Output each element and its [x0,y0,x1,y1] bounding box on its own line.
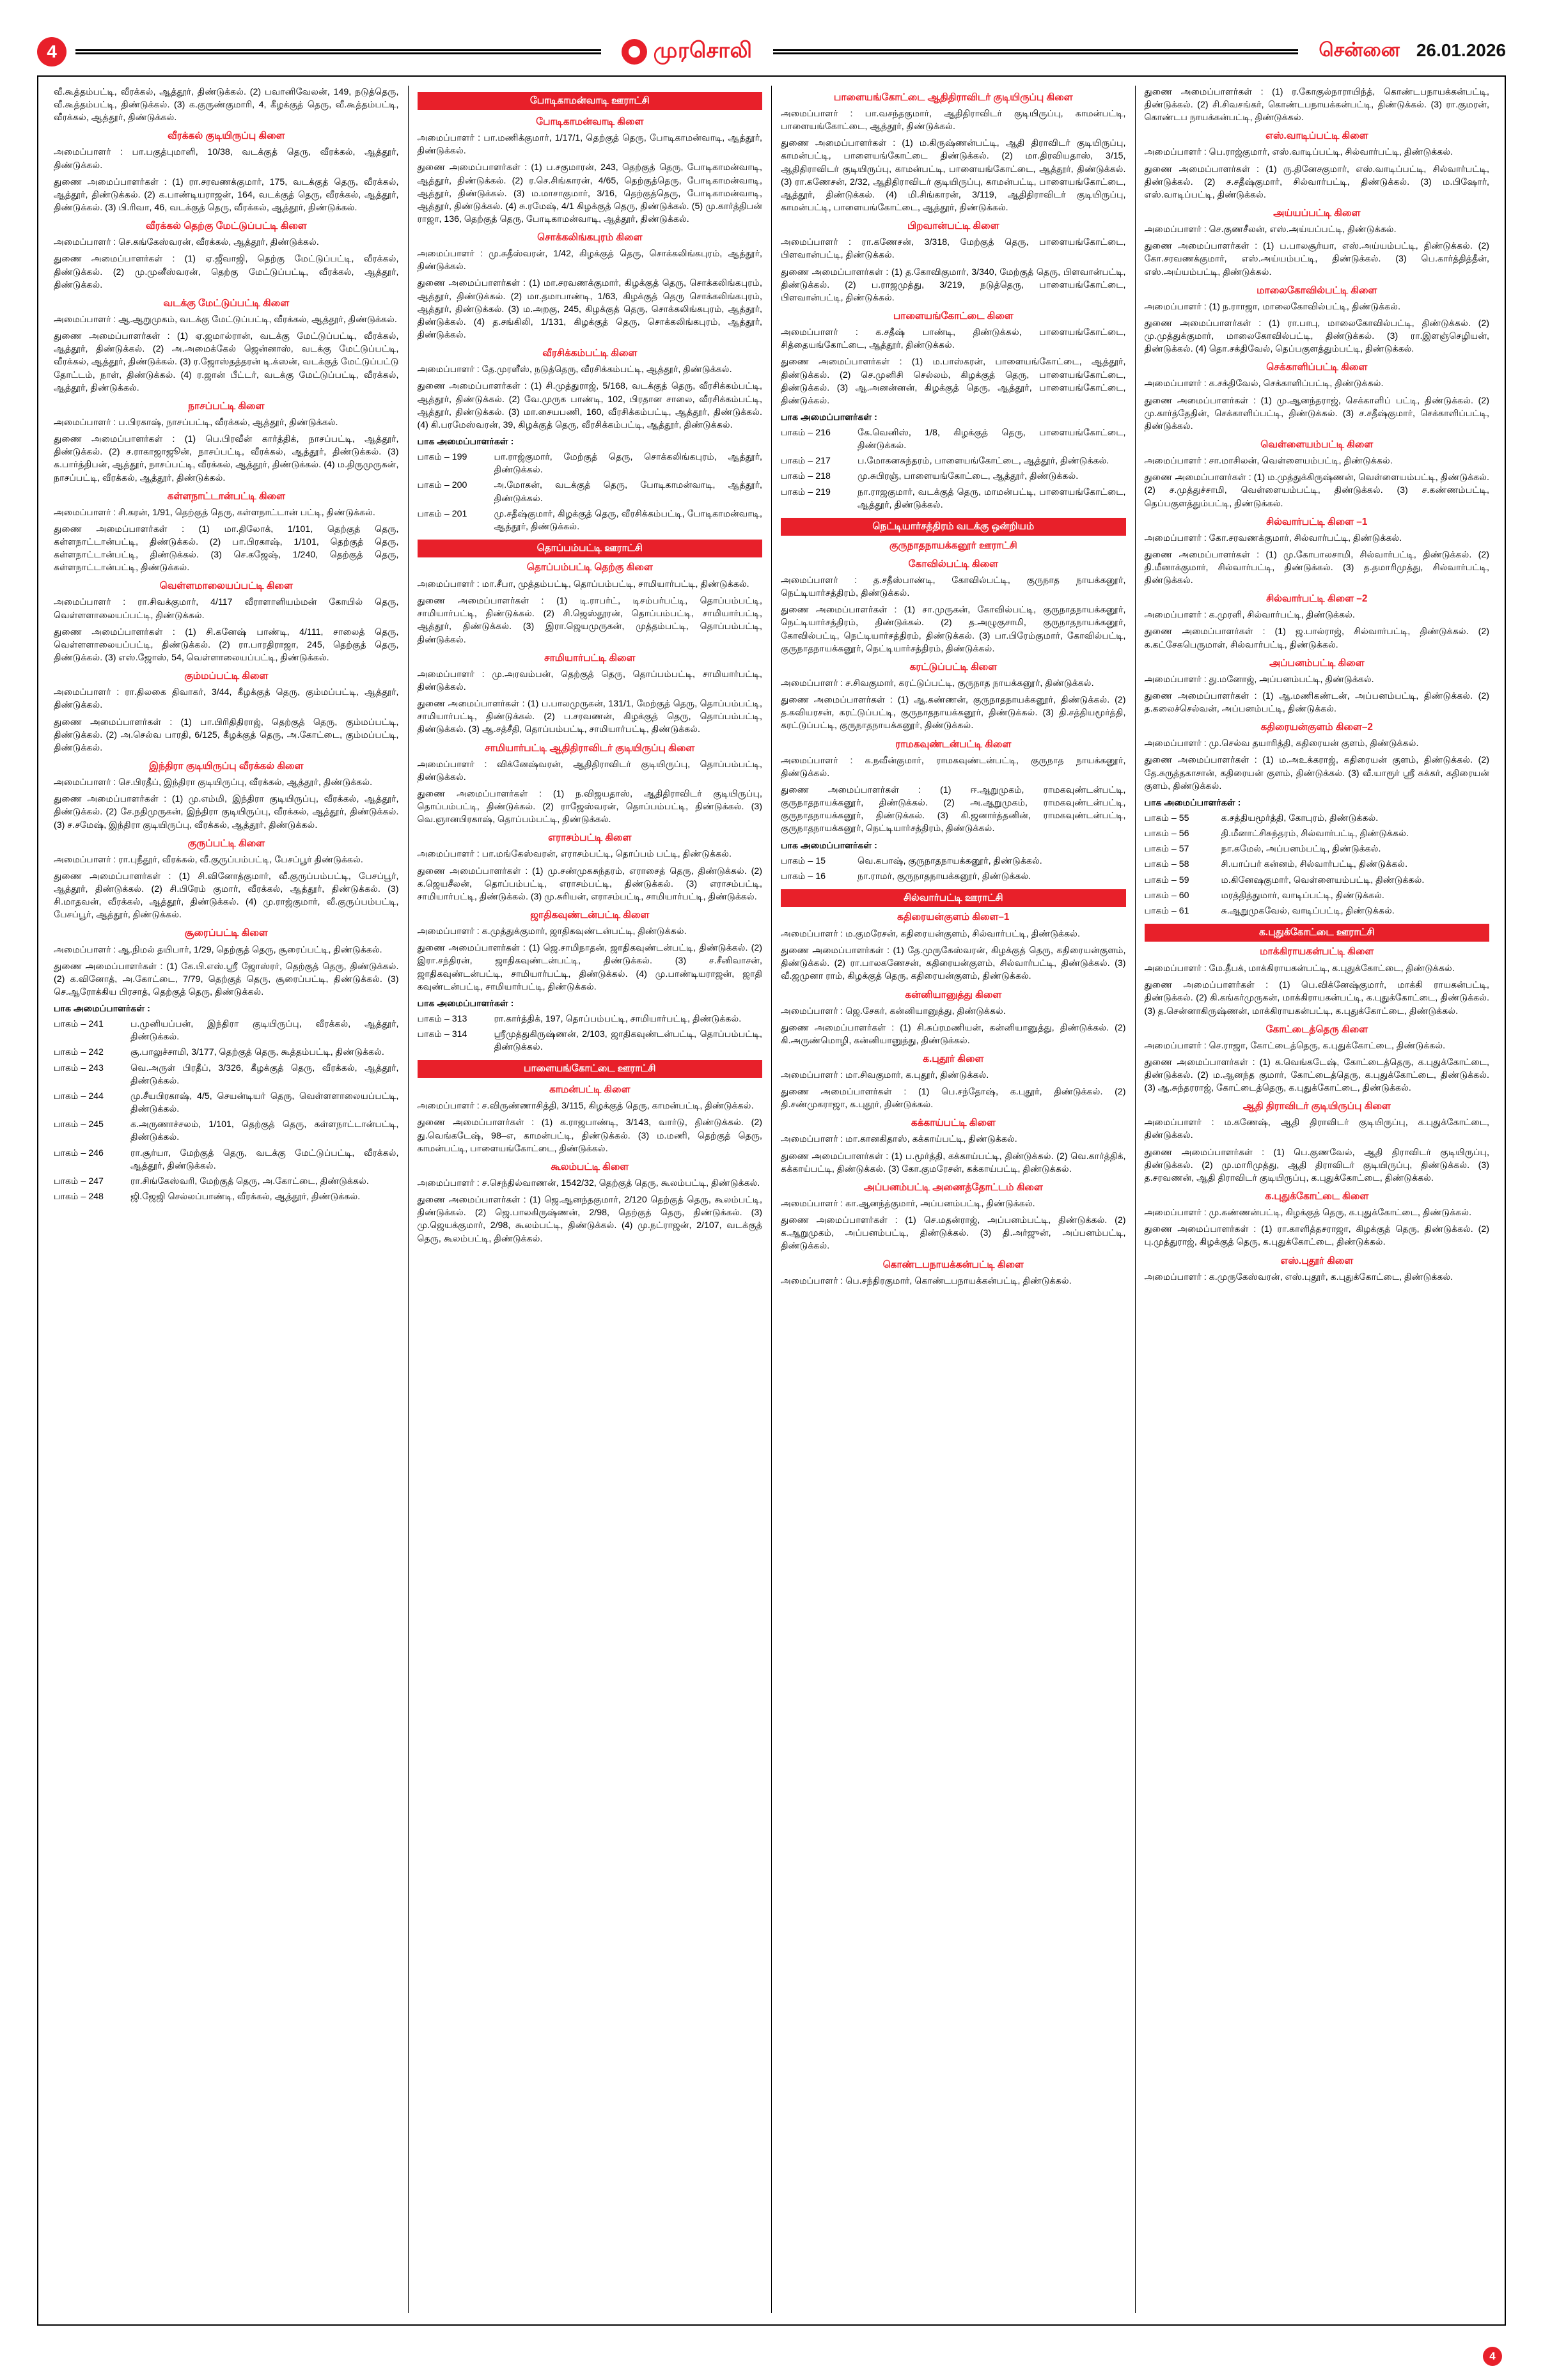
section-heading: அய்யப்பட்டி கிளை [1273,208,1361,219]
section-heading: மாலைகோவில்பட்டி கிளை [1257,284,1377,296]
part-row [781,455,1126,467]
paragraph: அமைப்பாளர் : மா.சீபா, முத்தம்பட்டி, தொப்பம்பட்டி, சாமியார்பட்டி, திண்டுக்கல். [417,579,749,589]
part-list-heading: பாக அமைப்பாளர்கள் : [417,998,514,1009]
section-heading: பாளையங்கோட்டை கிளை [893,311,1014,322]
paragraph: துணை அமைப்பாளர்கள் : (1) பெ.பிரவீன் கார்த்திக், நாசப்பட்டி, ஆத்தூர், திண்டுக்கல். (2) ச.ராகாஜாஜூன், நாசப்பட்டி, வீரக்கல், ஆத்தூர், திண்டுக்கல். (3) க.பார்த்திபன், ஆத்தூர், நாசப்பட்டி, வீரக்கல், ஆத்தூர், திண்டுக்கல். (4) ம.திருமுருகன், நாசப்பட்டி, வீரக்கல், ஆத்தூர், திண்டுக்கல். [54,434,399,483]
paragraph: அமைப்பாளர் : க.சதீஷ் பாண்டி, திண்டுக்கல், பாளையங்கோட்டை, சித்தையங்கோட்டை, ஆத்தூர், திண்டுக்கல். [781,327,1126,351]
section-heading: எராசம்பட்டி கிளை [548,832,632,844]
section-heading: கோட்டைத்தெரு கிளை [1265,1023,1368,1035]
paragraph: துணை அமைப்பாளர்கள் : (1) க.வெங்கடேஷ், கோட்டைத்தெரு, க.புதுக்கோட்டை, திண்டுக்கல். (2) ம.ஆனந்த குமார், கோட்டைத்தெரு, க.புதுக்கோட்டை, திண்டுக்கல். (3) ஆ.சுந்தரராஜ், கோட்டைத்தெரு, க.புதுக்கோட்டை, திண்டுக்கல். [1144,1057,1489,1094]
part-row [1145,812,1490,825]
part-row [781,486,1126,511]
paragraph: துணை அமைப்பாளர்கள் : (1) ப.பாலமுருகன், 131/1, மேற்குத் தெரு, தொப்பம்பட்டி, சாமியார்பட்டி, திண்டுக்கல். (2) ப.சரவணன், கிழக்குத் தெரு, தொப்பம்பட்டி, திண்டுக்கல். (3) ஆ.சத்சீதி, தொப்பம்பட்டி, சாமியார்பட்டி, திண்டுக்கல். [417,699,762,735]
paragraph: அமைப்பாளர் : பெ.சந்திரகுமார், கொண்டபநாயக்கன்பட்டி, திண்டுக்கல். [781,1275,1072,1286]
part-row [54,1062,399,1087]
paragraph: அமைப்பாளர் : க.முருகேஸ்வரன், எஸ்.புதூர், க.புதுக்கோட்டை, திண்டுக்கல். [1144,1272,1453,1282]
paragraph: அமைப்பாளர் : க.முத்துக்குமார், ஜாதிகவுண்டன்பட்டி, திண்டுக்கல். [417,926,687,937]
paragraph: அமைப்பாளர் : ச.சிவகுமார், கரட்டுப்பட்டி, குருநாத நாயக்கனூர், திண்டுக்கல். [781,678,1094,688]
section-heading: கூலம்பட்டி கிளை [551,1161,629,1172]
part-value: ரா.சிங்கேஸ்வரி, மேற்குத் தெரு, அ.கோட்டை, திண்டுக்கல். [130,1176,369,1186]
paragraph: துணை அமைப்பாளர்கள் : (1) ஈ.ஆறுமுகம், ராமகவுண்டன்பட்டி, குருநாதநாயக்கனூர், திண்டுக்கல். (2) அ.ஆறுமுகம், ராமகவுண்டன்பட்டி, குருநாதநாயக்கனூர், திண்டுக்கல். (3) கி.ஜனார்த்தனின், ராமகவுண்டன்பட்டி, குருநாதநாயக்கனூர், நெட்டியார்சத்திரம், திண்டுக்கல். [781,784,1126,834]
section-heading: இந்திரா குடியிருப்பு வீரக்கல் கிளை [149,761,304,772]
part-key: பாகம் – 313 [417,1013,467,1024]
part-row [54,1046,399,1059]
paragraph: துணை அமைப்பாளர்கள் : (1) கே.பி.எஸ்.ஸ்ரீ ஜோஸ்ரர், தெற்குத் தெரு, திண்டுக்கல். (2) க.வினோத், அ.கோட்டை, 7/79, தெற்குத் தெரு, சூரைப்பட்டி, திண்டுக்கல். (3) செ.ஆரோக்கிய பிரசாத், தெற்குத் தெரு, திண்டுக்கல். [54,961,399,997]
section-heading: சில்வார்பட்டி கிளை –1 [1266,516,1368,527]
part-value: ம.கினேஷகுமார், வெள்ளையம்பட்டி, திண்டுக்கல். [1221,875,1425,885]
section-heading: சாமியார்பட்டி கிளை [544,652,636,664]
paragraph: துணை அமைப்பாளர்கள் : (1) ர.கோகுல்நாராயிந்த், கொண்டபநாயக்கன்பட்டி, திண்டுக்கல். (2) சி.சிவசங்கர், கொண்டபநாயக்கன்பட்டி, திண்டுக்கல். (3) ரா.குமரன், கொண்டப நாயக்கன்பட்டி, திண்டுக்கல். [1144,87,1489,123]
paragraph: அமைப்பாளர் : ஆ.ஆறுமுகம், வடக்கு மேட்டுப்பட்டி, வீரக்கல், ஆத்தூர், திண்டுக்கல். [54,314,397,325]
part-value: பா.ராஜ்குமார், மேற்குத் தெரு, சொக்கலிங்கபுரம், ஆத்தூர், திண்டுக்கல். [494,452,762,476]
part-row [418,451,763,476]
part-value: அ.மோகன், வடக்குத் தெரு, போடிகாமன்வாடி, ஆத்தூர், திண்டுக்கல். [494,480,762,504]
part-key: பாகம் – 15 [781,855,826,866]
paragraph: துணை அமைப்பாளர்கள் : (1) ரு.தினேசகுமார், எஸ்.வாடிப்பட்டி, சில்வார்பட்டி, திண்டுக்கல். (2) ச.சதீஷ்குமார், சில்வார்பட்டி, திண்டுக்கல். (3) ம.பிஷோர், எஸ்.வாடிப்பட்டி, திண்டுக்கல். [1144,164,1489,200]
part-key: பாகம் – 314 [417,1029,467,1039]
part-row [1145,858,1490,871]
paragraph: அமைப்பாளர் : (1) ந.ராாஜா, மாலைகோவில்பட்டி, திண்டுக்கல். [1144,301,1401,312]
text-column-2 [409,86,772,2313]
section-heading: குருப்பட்டி கிளை [187,837,265,849]
part-row [54,1190,399,1203]
part-key: பாகம் – 61 [1144,905,1189,916]
part-row [1145,889,1490,902]
paragraph: அமைப்பாளர் : தே.முரளீஸ், நடுத்தெரு, வீரசிக்கம்பட்டி, ஆத்தூர், திண்டுக்கல். [417,364,732,375]
footer-page-number: 4 [1483,2347,1502,2366]
part-key: பாகம் – 16 [781,871,826,882]
paragraph: அமைப்பாளர் : பா.வசந்தகுமார், ஆதிதிராவிடர் குடியிருப்பு, காமன்பட்டி, பாளையங்கோட்டை, ஆத்தூர், திண்டுக்கல். [781,109,1126,132]
paragraph: துணை அமைப்பாளர்கள் : (1) மா.சரவணக்குமார், கிழக்குத் தெரு, சொக்கலிங்கபுரம், ஆத்தூர், திண்டுக்கல். (2) மா.தமாபாண்டி, 1/63, கிழக்குத் தெரு சொக்கலிங்கபுரம், ஆத்தூர், திண்டுக்கல். (3) ம.அறகு, 245, கிழக்குத் தெரு, சொக்கலிங்கபுரம், ஆத்தூர், திண்டுக்கல். (4) த.சங்கிலி, 1/131, கிழக்குத் தெரு, சொக்கலிங்கபுரம், ஆத்தூர், திண்டுக்கல். [417,278,762,341]
part-value: தி.மீனாட்சிசுந்தரம், சில்வார்பட்டி, திண்டுக்கல். [1221,828,1409,839]
part-key: பாகம் – 219 [781,486,831,497]
section-heading: எஸ்.வாடிப்பட்டி கிளை [1265,130,1368,142]
paragraph: துணை அமைப்பாளர்கள் : (1) க.ராஜபாண்டி, 3/143, வார்டு, திண்டுக்கல். (2) து.வெங்கடேஷ், 98–எ, காமன்பட்டி, திண்டுக்கல். (3) ம.மணி, தெற்குத் தெரு, காமன்பட்டி, பாளையங்கோட்டை, திண்டுக்கல். [417,1117,762,1154]
edition-date: 26.01.2026 [1416,40,1506,60]
part-row [781,470,1126,483]
part-row [54,1147,399,1172]
part-row [418,479,763,504]
paragraph: துணை அமைப்பாளர்கள் : (1) ஜெ.சாமிநாதன், ஜாதிகவுண்டன்பட்டி, திண்டுக்கல். (2) இரா.சந்திரன், ஜாதிகவுண்டன்பட்டி, திண்டுக்கல். (3) ச.சீனிவாசன், ஜாதிகவுண்டன்பட்டி, சாமியார்பட்டி, திண்டுக்கல். (4) மு.பாண்டியராஜன், ஜாதி கவுண்டன்பட்டி, சாமியார்பட்டி, திண்டுக்கல். [417,943,762,992]
part-value: ரா.சூர்யா, மேற்குத் தெரு, வடக்கு மேட்டுப்பட்டி, வீரக்கல், ஆத்தூர், திண்டுக்கல். [130,1147,399,1171]
paragraph: துணை அமைப்பாளர்கள் : (1) ஆ.கண்ணன், குருநாதநாயக்கனூர், திண்டுக்கல். (2) த.கவியரசன், கரட்டுப்பட்டி, குருநாதநாயக்கனூர், திண்டுக்கல். (3) தி.சத்தியமூர்த்தி, கரட்டுப்பட்டி, குருநாதநாயக்கனூர், திண்டுக்கல். [781,695,1126,731]
edition-city: சென்னை [1319,40,1400,61]
section-heading: காமன்பட்டி கிளை [549,1084,631,1096]
section-heading: வடக்கு மேட்டுப்பட்டி கிளை [163,297,290,309]
paragraph: துணை அமைப்பாளர்கள் : (1) சி.முத்துராஜ், 5/168, வடக்குத் தெரு, வீரசிக்கம்பட்டி, ஆத்தூர், திண்டுக்கல். (2) வே.முருக பாண்டி, 102, பிரதான சாலை, வீரசிக்கம்பட்டி, ஆத்தூர், திண்டுக்கல். (3) மா.சையபணி, 160, வீரசிக்கம்பட்டி, ஆத்தூர், திண்டுக்கல். (4) கி.பரமேஸ்வரன், 39, கிழக்குத் தெரு, வீரசிக்கம்பட்டி, ஆத்தூர், திண்டுக்கல். [417,381,762,430]
paragraph: அமைப்பாளர் : க.முரளி, சில்வார்பட்டி, திண்டுக்கல். [1144,610,1355,621]
paragraph: துணை அமைப்பாளர்கள் : (1) மு.கோபாலசாமி, சில்வார்பட்டி, திண்டுக்கல். (2) தி.மீனாக்குமார், சில்வார்பட்டி, திண்டுக்கல். (3) த.தமாரிமுத்து, சில்வார்பட்டி, திண்டுக்கல். [1144,549,1489,586]
paragraph: அமைப்பாளர் : ஆ.நிமல் தயிபார், 1/29, தெற்குத் தெரு, சூரைப்பட்டி, திண்டுக்கல். [54,944,382,955]
paragraph: துணை அமைப்பாளர்கள் : (1) தே.முருகேஸ்வரன், கிழக்குத் தெரு, கதிரையன்குளம், திண்டுக்கல். (2) ரா.பாலகணேசன், கதிரையன்குளம், சில்வார்பட்டி, திண்டுக்கல். (3) வீ.ஜமுனா ராம், கிழக்குத் தெரு, கதிரையன்குளம், திண்டுக்கல். [781,945,1126,982]
paragraph: துணை அமைப்பாளர்கள் : (1) ந.விஜயதாஸ், ஆதிதிராவிடர் குடியிருப்பு, தொப்பம்பட்டி, திண்டுக்கல். (2) ராஜேஸ்வரன், தொப்பம்பட்டி, திண்டுக்கல். (3) வெ.ஞானபிரகாஷ், தொப்பம்பட்டி, திண்டுக்கல். [417,788,762,825]
part-key: பாகம் – 58 [1144,859,1189,870]
paragraph: அமைப்பாளர் : கா.ஆனந்த்குமார், அப்பனம்பட்டி, திண்டுக்கல். [781,1198,1035,1209]
part-key: பாகம் – 246 [54,1147,104,1158]
masthead-meta [1307,40,1506,64]
paragraph: துணை அமைப்பாளர்கள் : (1) சி.சுப்ரமணியன், கன்னியானுத்து, திண்டுக்கல். (2) கி.அருண்மொழி, கன்னியானுத்து, திண்டுக்கல். [781,1022,1126,1046]
text-column-1 [45,86,409,2313]
paragraph: அமைப்பாளர் : மா.கானகிதாஸ், கக்காய்பட்டி, திண்டுக்கல். [781,1134,1017,1145]
part-value: ப.முனியப்பன், இந்திரா குடியிருப்பு, வீரக்கல், ஆத்தூர், திண்டுக்கல். [130,1019,399,1043]
article-columns [37,75,1506,2326]
part-value: ரா.கார்த்திக், 197, தொப்பம்பட்டி, சாமியார்பட்டி, திண்டுக்கல். [494,1013,742,1024]
paragraph: அமைப்பாளர் : பெ.ராஜ்குமார், எஸ்.வாடிப்பட்டி, சில்வார்பட்டி, திண்டுக்கல். [1144,147,1453,158]
section-heading: க.புதுக்கோட்டை கிளை [1265,1191,1369,1202]
part-key: பாகம் – 247 [54,1176,104,1186]
part-key: பாகம் – 243 [54,1062,104,1073]
paragraph: துணை அமைப்பாளர்கள் : (1) ஆ.மணிகண்டன், அப்பனம்பட்டி, திண்டுக்கல். (2) த.கலைச்செல்வன், அப்பனம்பட்டி, திண்டுக்கல். [1144,690,1489,715]
section-heading: கதிரையன்குளம் கிளை–2 [1260,722,1373,733]
section-heading: கரட்டுப்பட்டி கிளை [909,661,998,673]
section-heading: கொண்டபநாயக்கன்பட்டி கிளை [882,1259,1024,1270]
paragraph: துணை அமைப்பாளர்கள் : (1) மு.ஆனந்தராஜ், செக்காளிப் பட்டி, திண்டுக்கல். (2) மு.கார்த்தேதின், செக்காளிப்பட்டி, திண்டுக்கல். (3) ச.சதீஷ்குமார், செக்காளிப்பட்டி, திண்டுக்கல். [1144,395,1489,432]
part-row [1145,905,1490,917]
paragraph: துணை அமைப்பாளர்கள் : (1) ப.பாலசூர்யா, எஸ்.அய்யம்பட்டி, திண்டுக்கல். (2) கோ.சரவணக்குமார், எஸ்.அய்யம்பட்டி, திண்டுக்கல். (3) பெ.கார்த்தித்தீன், எஸ்.அய்யம்பட்டி, திண்டுக்கல். [1144,241,1489,277]
section-banner: போடிகாமன்வாடி ஊராட்சி [418,92,763,110]
paragraph: அமைப்பாளர் : த.சதீஸ்பாண்டி, கோவில்பட்டி, குருநாத நாயக்கனூர், நெட்டியார்சத்திரம், திண்டுக்கல். [781,575,1126,599]
section-heading: ஜாதிகவுண்டன்பட்டி கிளை [530,910,650,921]
part-row [781,426,1126,452]
paragraph: துணை அமைப்பாளர்கள் : (1) ஏ.ஜீவாஜி, தெற்கு மேட்டுப்பட்டி, வீரக்கல், திண்டுக்கல். (2) மு.முனீஸ்வரன், தெற்கு மேட்டுப்பட்டி, வீரக்கல், ஆத்தூர், திண்டுக்கல். [54,254,399,290]
part-value: நா.கமேல், அப்பனம்பட்டி, திண்டுக்கல். [1221,844,1381,855]
paragraph: அமைப்பாளர் : செ.குணசீலன், எஸ்.அய்யப்பட்டி, திண்டுக்கல். [1144,224,1397,235]
part-key: பாகம் – 248 [54,1192,104,1202]
publication-title: முரசொலி [653,38,753,63]
paragraph: அமைப்பாளர் : பா.மங்கேஸ்வரன், எராசம்பட்டி, தொப்பம் பட்டி, திண்டுக்கல். [417,849,732,860]
paragraph: அமைப்பாளர் : ம.கணேஷ், ஆதி திராவிடர் குடியிருப்பு, க.புதுக்கோட்டை, திண்டுக்கல். [1144,1117,1489,1141]
paragraph: அமைப்பாளர் : ச.விருண்ணாசித்தி, 3/115, கிழக்குத் தெரு, காமன்பட்டி, திண்டுக்கல். [417,1101,754,1112]
paragraph: துணை அமைப்பாளர்கள் : (1) மு.எம்மி, இந்திரா குடியிருப்பு, வீரக்கல், ஆத்தூர், திண்டுக்கல். (2) சே.நதிமுருகன், இந்திரா குடியிருப்பு, வீரக்கல், ஆத்தூர், திண்டுக்கல். (3) ச.சமேஷ், இந்திரா குடியிருப்பு, வீரக்கல், ஆத்தூர், திண்டுக்கல். [54,794,399,830]
section-banner: தொப்பம்பட்டி ஊராட்சி [418,540,763,557]
section-subbanner: குருநாதநாயக்கனூர் ஊராட்சி [889,540,1017,551]
section-heading: பாளையங்கோட்டை ஆதிதிராவிடர் குடியிருப்பு கிளை [833,92,1073,103]
paragraph: அமைப்பாளர் : ம.குமரேசன், கதிரையன்குளம், சில்வார்பட்டி, திண்டுக்கல். [781,928,1080,939]
part-row [1145,874,1490,887]
paragraph: அமைப்பாளர் : மு.செல்வ தயாரித்தி, கதிரையன் குளம், திண்டுக்கல். [1144,738,1419,749]
part-value: கே.வெனிஸ், 1/8, கிழக்குத் தெரு, பாளையங்கோட்டை, திண்டுக்கல். [858,428,1126,451]
section-heading: அப்பனம்பட்டி கிளை [1269,657,1365,669]
paragraph: அமைப்பாளர் : கோ.சரவணக்குமார், சில்வார்பட்டி, திண்டுக்கல். [1144,533,1402,543]
paragraph: அமைப்பாளர் : மு.கண்ணன்பட்டி, கிழக்குத் தெரு, க.புதுக்கோட்டை, திண்டுக்கல். [1144,1208,1472,1218]
section-heading: கும்மப்பட்டி கிளை [184,671,269,682]
section-heading: க.புதூர் கிளை [923,1053,984,1064]
part-row [54,1090,399,1116]
masthead-logo [610,38,764,66]
part-value: மு.சுபிரஞ், பாளையங்கோட்டை, ஆத்தூர், திண்டுக்கல். [858,471,1079,482]
part-list-heading: பாக அமைப்பாளர்கள் : [54,1004,150,1015]
paragraph: துணை அமைப்பாளர்கள் : (1) ம.முத்துக்கிருஷ்ணன், வெள்ளையம்பட்டி, திண்டுக்கல். (2) ச.முத்துச்சாமி, வெள்ளையம்பட்டி, திண்டுக்கல். (3) ச.கண்ணம்பட்டி, தெப்பகுளத்தும்பட்டி, திண்டுக்கல். [1144,472,1489,509]
part-row [54,1175,399,1188]
paragraph: அமைப்பாளர் : பா.மணிக்குமார், 1/17/1, தெற்குத் தெரு, போடிகாமன்வாடி, ஆத்தூர், திண்டுக்கல். [417,133,762,157]
part-value: மரத்தித்துமார், வாடிப்பட்டி, திண்டுக்கல். [1221,890,1384,901]
section-subbanner: தொப்பம்பட்டி தெற்கு கிளை [526,561,653,573]
section-heading: நாசப்பட்டி கிளை [188,400,265,412]
section-heading: அப்பனம்பட்டி அணைத்தோட்டம் கிளை [863,1181,1043,1193]
part-key: பாகம் – 216 [781,428,831,439]
paragraph: அமைப்பாளர் : க.சக்திவேல், செக்காளிப்பட்டி, திண்டுக்கல். [1144,378,1384,389]
paragraph: துணை அமைப்பாளர்கள் : (1) ப.மூர்த்தி, கக்காய்பட்டி, திண்டுக்கல். (2) வெ.கார்த்திக், கக்காய்பட்டி, திண்டுக்கல். (3) கோ.குமரேசன், கக்காய்பட்டி, திண்டுக்கல். [781,1151,1126,1174]
section-heading: சொக்கலிங்கபுரம் கிளை [537,232,643,244]
part-list-heading: பாக அமைப்பாளர்கள் : [781,412,877,423]
part-key: பாகம் – 217 [781,456,831,467]
part-list-heading: பாக அமைப்பாளர்கள் : [417,437,514,447]
section-heading: கோவில்பட்டி கிளை [908,558,998,570]
paragraph: துணை அமைப்பாளர்கள் : (1) ரா.பாபு, மாலைகோவில்பட்டி, திண்டுக்கல். (2) மு.முத்துக்குமார், மாலைகோவில்பட்டி, திண்டுக்கல். (3) ரா.இளஞ்செழியன், திண்டுக்கல். (4) தொ.சக்திவேல், தெப்பகுளத்தும்பட்டி, திண்டுக்கல். [1144,318,1489,355]
section-heading: எஸ்.புதூர் கிளை [1280,1255,1354,1266]
section-heading: செக்காளிப்பட்டி கிளை [1266,362,1368,373]
paragraph: துணை அமைப்பாளர்கள் : (1) சி.வினோத்குமார், வீ.குருப்பம்பட்டி, பேசப்பூர், ஆத்தூர், திண்டுக்கல். (2) சி.பிரேம் குமார், வீரக்கல், ஆத்தூர், திண்டுக்கல். (3) சி.மாதவன், வீரக்கல், ஆத்தூர், திண்டுக்கல். (4) மு.ராஜ்குமார், வீ.குருப்பம்பட்டி, பேசப்பூர், ஆத்தூர், திண்டுக்கல். [54,871,399,921]
part-key: பாகம் – 59 [1144,875,1189,885]
section-heading: கள்ளநாட்டான்பட்டி கிளை [167,490,285,502]
part-row [1145,827,1490,840]
section-heading: வெள்ளையம்பட்டி கிளை [1260,439,1374,451]
part-key: பாகம் – 60 [1144,890,1189,901]
section-heading: வீரசிக்கம்பட்டி கிளை [542,348,638,359]
section-heading: கக்காய்பட்டி கிளை [911,1117,996,1129]
paragraph: அமைப்பாளர் : ஜெ.சேகர், கன்னியானுத்து, திண்டுக்கல். [781,1006,1006,1016]
paragraph: அமைப்பாளர் : து.மனோஜ், அப்பனம்பட்டி, திண்டுக்கல். [1144,674,1374,685]
part-key: பாகம் – 56 [1144,828,1189,839]
paragraph: துணை அமைப்பாளர்கள் : (1) ரா.சரவணக்குமார், 175, வடக்குத் தெரு, வீரக்கல், ஆத்தூர், திண்டுக்கல். (2) க.பாண்டியராஜன், 164, வடக்குத் தெரு, வீரக்கல், ஆத்தூர், திண்டுக்கல். (3) பி.ரிவா, 46, வடக்குத் தெரு, வீரக்கல், ஆத்தூர், திண்டுக்கல். [54,176,399,214]
part-value: வெ.கபாஷ், குருநாதநாயக்கனூர், திண்டுக்கல். [858,855,1042,866]
paragraph: துணை அமைப்பாளர்கள் : (1) பா.பிரிதிதிராஜ், தெற்குத் தெரு, கும்மப்பட்டி, திண்டுக்கல். (2) அ.செல்வ பாரதி, 6/125, கீழக்குத் தெரு, அ.கோட்டை, கும்மப்பட்டி, திண்டுக்கல். [54,717,399,753]
text-column-3 [772,86,1136,2313]
section-heading: வீரக்கல் குடியிருப்பு கிளை [167,130,285,142]
section-heading: சூரைப்பட்டி கிளை [184,928,268,939]
section-heading: ஆதி திராவிடர் குடியிருப்பு கிளை [1242,1101,1391,1112]
part-value: மு.சீயபிரகாஷ், 4/5, செயன்டியர் தெரு, வெள்ளளாலையப்பட்டி, திண்டுக்கல். [130,1091,399,1115]
section-banner: நெட்டியார்சத்திரம் வடக்கு ஒன்றியம் [781,518,1126,536]
paragraph: துணை அமைப்பாளர்கள் : (1) ப.சகுமாரன், 243, தெற்குத் தெரு, போடிகாமன்வாடி, ஆத்தூர், திண்டுக்கல். (2) ர.செ.சிங்காரன், 4/65, தெற்குத்தெரு, போடிகாமன்வாடி, ஆத்தூர், திண்டுக்கல். (3) ம.மாசாகுமார், 3/16, தெற்குத்தெரு, போடிகாமன்வாடி, ஆத்தூர், திண்டுக்கல். (4) சு.ரமேஷ், 4/1 கிழக்குத் தெரு, திண்டுக்கல். (5) மு.கார்த்திபன் ராஜா, 136, தெற்குத் தெரு, போடிகாமன்வாடி, ஆத்தூர், திண்டுக்கல். [417,162,762,224]
paragraph: துணை அமைப்பாளர்கள் : (1) பெ.குணவேல், ஆதி திராவிடர் குடியிருப்பு, திண்டுக்கல். (2) மு.மாரிமுத்து, ஆதி திராவிடர் குடியிருப்பு, திண்டுக்கல். (3) த.சரவணன், ஆதி திராவிடர் குடியிருப்பு, க.புதுக்கோட்டை, திண்டுக்கல். [1144,1147,1489,1183]
section-heading: சில்வார்பட்டி கிளை –2 [1266,593,1368,605]
part-value: மு.சதீஷ்குமார், கிழக்குத் தெரு, வீரசிக்கம்பட்டி, போடிகாமன்வாடி, ஆத்தூர், திண்டுக்கல். [494,508,762,532]
paragraph: அமைப்பாளர் : ப.பிரகாஷ், நாசப்பட்டி, வீரக்கல், ஆத்தூர், திண்டுக்கல். [54,417,338,428]
paragraph: அமைப்பாளர் : மே.தீபக், மாக்கிராயகன்பட்டி, க.புதுக்கோட்டை, திண்டுக்கல். [1144,963,1455,974]
paragraph: அமைப்பாளர் : மு.சுதீஸ்வரன், 1/42, கிழக்குத் தெரு, சொக்கலிங்கபுரம், ஆத்தூர், திண்டுக்கல். [417,249,762,272]
part-key: பாகம் – 200 [417,480,467,491]
part-value: சி.யாப்பர் கன்னம், சில்வார்பட்டி, திண்டுக்கல். [1221,859,1408,870]
part-value: க.சத்தியமூர்த்தி, கோபுரம், திண்டுக்கல். [1221,813,1379,823]
part-key: பாகம் – 201 [417,508,467,519]
part-list-heading: பாக அமைப்பாளர்கள் : [781,840,877,851]
paragraph: துணை அமைப்பாளர்கள் : (1) சா.முருகன், கோவில்பட்டி, குருநாதநாயக்கனூர், நெட்டியார்சத்திரம், திண்டுக்கல். (2) த.அழுகுசாமி, குருநாதநாயக்கனூர், கோவில்பட்டி, நெட்டியார்சத்திரம், திண்டுக்கல். (3) பா.பிரேம்குமார், கோவில்பட்டி, குருநாதநாயக்கனூர், நெட்டியார்சத்திரம், திண்டுக்கல். [781,605,1126,654]
part-value: ஸ்ரீமுத்துகிருஷ்ணன், 2/103, ஜாதிகவுண்டன்பட்டி, தொப்பம்பட்டி, திண்டுக்கல். [494,1029,762,1053]
paragraph: துணை அமைப்பாளர்கள் : (1) ஏ.ஜமால்ரான், வடக்கு மேட்டுப்பட்டி, வீரக்கல், ஆத்தூர், திண்டுக்கல். (2) அ.அமைக்கேல் ஜென்னாஸ், வடக்கு மேட்டுப்பட்டி, வீரக்கல், ஆத்தூர், திண்டுக்கல். (3) ர.ஜோஸ்தத்தரன் டி.க்ஸன், வடக்குத் மேட்டுப்பட்டு தோட்டம், நாள், திண்டுக்கல். (4) ர.ஜான் பீட்டர், வடக்கு மேட்டுப்பட்டி, வீரக்கல், ஆத்தூர், திண்டுக்கல். [54,331,399,393]
paragraph: துணை அமைப்பாளர்கள் : (1) ஜ.பால்ராஜ், சில்வார்பட்டி, திண்டுக்கல். (2) க.கட்சேகபெருமாள், சில்வார்பட்டி, திண்டுக்கல். [1144,626,1489,650]
part-row [418,508,763,533]
paragraph: அமைப்பாளர் : விக்னேஷ்வரன், ஆதிதிராவிடர் குடியிருப்பு, தொப்பம்பட்டி, திண்டுக்கல். [417,759,762,782]
masthead-rule-left [75,49,601,54]
paragraph: அமைப்பாளர் : ரா.சிவக்குமார், 4/117 வீராளாளியம்மன் கோயில் தெரு, வெள்ளளாலையப்பட்டி, திண்டுக்கல். [54,597,399,621]
part-value: சு.ஆறுமுகவேல், வாடிப்பட்டி, திண்டுக்கல். [1221,905,1395,916]
part-value: நா.ராஜகுமார், வடக்குத் தெரு, மாமன்பட்டி, பாளையங்கோட்டை, ஆத்தூர், திண்டுக்கல். [858,486,1126,510]
paragraph: துணை அமைப்பாளர்கள் : (1) பெ.விக்னேஷ்குமார், மாக்கி ராயகன்பட்டி, திண்டுக்கல். (2) கி.கங்கர்முருகன், மாக்கிராயகன்பட்டி, க.புதுக்கோட்டை, திண்டுக்கல். (3) த.சென்னாகிருஷ்ணன், மாக்கிராயகன்பட்டி, க.புதுக்கோட்டை, திண்டுக்கல். [1144,980,1489,1016]
paragraph: அமைப்பாளர் : பா.பகுத்புமாளி, 10/38, வடக்குத் தெரு, வீரக்கல், ஆத்தூர், திண்டுக்கல். [54,147,399,171]
part-row [54,1118,399,1144]
paragraph: துணை அமைப்பாளர்கள் : (1) மு.சண்முகசுந்தரம், எராசைத் தெரு, திண்டுக்கல். (2) க.ஜெயசீலன், தொப்பம்பட்டி, எராசம்பட்டி, திண்டுக்கல். (3) எராசம்பட்டி, சாமியார்பட்டி, திண்டுக்கல். (3) மு.சுரியன், எராசம்பட்டி, சாமியார்பட்டி, திண்டுக்கல். [417,866,762,902]
rising-sun-icon [622,39,647,65]
text-column-4 [1136,86,1499,2313]
section-subbanner: கதிரையன்குளம் கிளை–1 [897,911,1010,922]
paragraph: அமைப்பாளர் : மு.அரவம்பன், தெற்குத் தெரு, தொப்பம்பட்டி, சாமியார்பட்டி, திண்டுக்கல். [417,669,762,692]
part-row [1145,843,1490,855]
part-key: பாகம் – 199 [417,452,467,463]
part-row [781,870,1126,883]
masthead-rule-right [773,49,1299,54]
section-subbanner: மாக்கிராயகன்பட்டி கிளை [1260,946,1374,958]
section-heading: பிறவான்பட்டி கிளை [907,221,999,232]
part-list-heading: பாக அமைப்பாளர்கள் : [1144,797,1241,808]
section-banner: சில்வார்பட்டி ஊராட்சி [781,889,1126,907]
part-value: க.அருணாச்சலம், 1/101, தெற்குத் தெரு, கள்ளநாட்டான்பட்டி, திண்டுக்கல். [130,1119,399,1143]
paragraph: அமைப்பாளர் : ச.செந்தில்வாணன், 1542/32, தெற்குத் தெரு, கூலம்பட்டி, திண்டுக்கல். [417,1178,760,1188]
paragraph: துணை அமைப்பாளர்கள் : (1) ம.பாஸ்கரன், பாளையங்கோட்டை, ஆத்தூர், திண்டுக்கல். (2) செ.முனிசி செல்லம், கிழக்குத் தெரு, பாளையங்கோட்டை, திண்டுக்கல். (3) ஆ.அனன்னன், கிழக்குத் தெரு, ஆத்தூர், பாளையங்கோட்டை, திண்டுக்கல். [781,357,1126,406]
page-number-badge: 4 [37,37,67,66]
paragraph: துணை அமைப்பாளர்கள் : (1) டி.ராபர்ட், டிசம்பர்பட்டி, தொப்பம்பட்டி, சாமியார்பட்டி, திண்டுக்கல். (2) சி.ஜெஸ்தூரன், தொப்பம்பட்டி, சாமியார்பட்டி, ஆத்தூர், திண்டுக்கல். (3) இரா.ஜெயமுருகன், முத்தம்பட்டி, தொப்பம்பட்டி, திண்டுக்கல். [417,596,762,645]
part-row [54,1018,399,1043]
part-value: வெ.அருள் பிரதீப், 3/326, கீழக்குத் தெரு, வீரக்கல், ஆத்தூர், திண்டுக்கல். [130,1062,399,1086]
part-value: சூ.பாலுச்சாமி, 3/177, தெற்குத் தெரு, கூத்தம்பட்டி, திண்டுக்கல். [130,1047,384,1058]
part-key: பாகம் – 242 [54,1047,104,1058]
paragraph: துணை அமைப்பாளர்கள் : (1) சி.கனேஷ் பாண்டி, 4/111, சாலைத் தெரு, வெள்ளளாலையப்பட்டி, திண்டுக்கல். (2) ரா.பாரதிராஜா, 245, தெற்குத் தெரு, திண்டுக்கல். (3) எஸ்.ஜோஸ், 54, வெள்ளாலையப்பட்டி, திண்டுக்கல். [54,626,399,664]
paragraph: அமைப்பாளர் : செ.பிரதீப், இந்திரா குடியிருப்பு, வீரக்கல், ஆத்தூர், திண்டுக்கல். [54,777,373,788]
paragraph: வீ.கூத்தம்பட்டி, வீரக்கல், ஆத்தூர், திண்டுக்கல். (2) பவானிவேலன், 149, நடுத்தெரு, வீ.கூத்தம்பட்டி, திண்டுக்கல். (3) க.குருண்குமாரி, 4, கீழக்குத் தெரு, வீ.கூத்தம்பட்டி, வீரக்கல், ஆத்தூர், திண்டுக்கல். [54,87,399,123]
paragraph: அமைப்பாளர் : ரா.திலகை திவாகர், 3/44, கீழக்குத் தெரு, கும்மப்பட்டி, ஆத்தூர், திண்டுக்கல். [54,687,399,711]
part-key: பாகம் – 218 [781,471,831,482]
paragraph: அமைப்பாளர் : செ.கங்கேஸ்வரன், வீரக்கல், ஆத்தூர், திண்டுக்கல். [54,237,319,248]
part-row [418,1028,763,1054]
part-row [418,1013,763,1025]
paragraph: துணை அமைப்பாளர்கள் : (1) மா.திலோக், 1/101, தெற்குத் தெரு, கள்ளநாட்டான்பட்டி, திண்டுக்கல். (2) பா.பிரகாஷ், 1/101, தெற்குத் தெரு, கள்ளநாட்டான்பட்டி, திண்டுக்கல். (3) செ.கஜேஷ், 1/240, தெற்குத் தெரு, கள்ளநாட்டான்பட்டி, திண்டுக்கல். [54,524,399,573]
paragraph: துணை அமைப்பாளர்கள் : (1) த.கோவிகுமார், 3/340, மேற்குத் தெரு, பிளவான்பட்டி, திண்டுக்கல். (2) ப.ராஜமுத்து, 3/219, நடுத்தெரு, பாளையங்கோட்டை, பிளவான்பட்டி, திண்டுக்கல். [781,267,1126,303]
paragraph: அமைப்பாளர் : சி.கரன், 1/91, தெற்குத் தெரு, கள்ளநாட்டான் பட்டி, திண்டுக்கல். [54,507,375,518]
part-key: பாகம் – 245 [54,1119,104,1130]
paragraph: துணை அமைப்பாளர்கள் : (1) ம.கிருஷ்ணன்பட்டி, ஆதி திராவிடர் குடியிருப்பு, காமன்பட்டி, பாளையங்கோட்டை திண்டுக்கல். (2) மா.திரவியதாஸ், 3/15, ஆதிதிராவிடர் குடியிருப்பு, காமன்பட்டி, பாளையங்கோட்டை, ஆத்தூர், திண்டுக்கல். (3) ரா.கணேசன், 2/32, ஆதிதிராவிடர் குடியிருப்பு, காமன்பட்டி, பாளையங்கோட்டை, ஆத்தூர், திண்டுக்கல். (4) மி.சிங்காரன், 3/119, ஆதிதிராவிடர் குடியிருப்பு, காமன்பட்டி, பாளையங்கோட்டை, ஆத்தூர், திண்டுக்கல். [781,138,1126,214]
section-heading: சாமியார்பட்டி ஆதிதிராவிடர் குடியிருப்பு கிளை [485,742,695,754]
section-heading: ராமகவுண்டன்பட்டி கிளை [895,738,1012,750]
section-banner: க.புதுக்கோட்டை ஊராட்சி [1145,924,1490,942]
section-heading: போடிகாமன்வாடி கிளை [536,116,644,128]
paragraph: அமைப்பாளர் : க.நவீன்குமார், ராமகவுண்டன்பட்டி, குருநாத நாயக்கனூர், திண்டுக்கல். [781,755,1126,779]
part-key: பாகம் – 244 [54,1091,104,1101]
section-banner: பாளையங்கோட்டை ஊராட்சி [418,1060,763,1078]
paragraph: துணை அமைப்பாளர்கள் : (1) ஜெ.ஆனந்தகுமார், 2/120 தெற்குத் தெரு, கூலம்பட்டி, திண்டுக்கல். (2) ஜெ.பாலகிருஷ்ணன், 2/98, தெற்குத் தெரு, திண்டுக்கல். (3) மு.ஜெயக்குமார், 2/98, கூலம்பட்டி, திண்டுக்கல். (4) மு.நட்ராஜன், 2/107, வடக்குத் தெரு, கூலம்பட்டி, திண்டுக்கல். [417,1195,762,1244]
part-value: ப.மோகனசுந்தரம், பாளையங்கோட்டை, ஆத்தூர், திண்டுக்கல். [858,456,1109,467]
paragraph: அமைப்பாளர் : ரா.புநீதூர், வீரக்கல், வீ.குருப்பம்பட்டி, பேசப்பூர் திண்டுக்கல். [54,854,363,865]
paragraph: துணை அமைப்பாளர்கள் : (1) செ.மதன்ராஜ், அப்பனம்பட்டி, திண்டுக்கல். (2) க.ஆறுமுகம், அப்பனம்பட்டி, திண்டுக்கல். (3) தி.அர்ஜுன், அப்பனம்பட்டி, திண்டுக்கல். [781,1215,1126,1252]
paragraph: துணை அமைப்பாளர்கள் : (1) ம.அஉக்கராஜ், கதிரையன் குளம், திண்டுக்கல். (2) தே.சுருத்தகாசான், கதிரையன் குளம், திண்டுக்கல். (3) வீ.யாரூர் ஸ்ரீ சுக்கர், கதிரையன் குளம், திண்டுக்கல். [1144,755,1489,791]
paragraph: அமைப்பாளர் : சா.மாசிலன், வெள்ளையம்பட்டி, திண்டுக்கல். [1144,456,1393,467]
part-value: நா.ராமர், குருநாதநாயக்கனூர், திண்டுக்கல். [858,871,1031,882]
part-row [781,855,1126,867]
part-key: பாகம் – 55 [1144,813,1189,823]
section-heading: வெள்ளமாலையப்பட்டி கிளை [159,580,293,592]
masthead [37,33,1506,75]
part-key: பாகம் – 241 [54,1019,104,1030]
paragraph: அமைப்பாளர் : செ.ராஜா, கோட்டைத்தெரு, க.புதுக்கோட்டை, திண்டுக்கல். [1144,1040,1446,1051]
part-key: பாகம் – 57 [1144,844,1189,855]
paragraph: துணை அமைப்பாளர்கள் : (1) ரா.காளித்தசராஜா, கிழக்குத் தெரு, திண்டுக்கல். (2) பு.முத்துராஜ், கிழக்குத் தெரு, க.புதுக்கோட்டை, திண்டுக்கல். [1144,1224,1489,1248]
paragraph: அமைப்பாளர் : மா.சிவகுமார், க.புதூர், திண்டுக்கல். [781,1070,989,1080]
paragraph: துணை அமைப்பாளர்கள் : (1) பெ.சந்தோஷ், க.புதூர், திண்டுக்கல். (2) தி.சண்முகராஜா, க.புதூர், திண்டுக்கல். [781,1087,1126,1110]
part-value: ஜி.ஜேஜி செல்லப்பாண்டி, வீரக்கல், ஆத்தூர், திண்டுக்கல். [130,1192,361,1202]
section-heading: கன்னியானுத்து கிளை [905,989,1002,1000]
paragraph: அமைப்பாளர் : ரா.கணேசன், 3/318, மேற்குத் தெரு, பாளையங்கோட்டை, பிளவான்பட்டி, திண்டுக்கல். [781,237,1126,261]
section-heading: வீரக்கல் தெற்கு மேட்டுப்பட்டி கிளை [145,221,307,232]
